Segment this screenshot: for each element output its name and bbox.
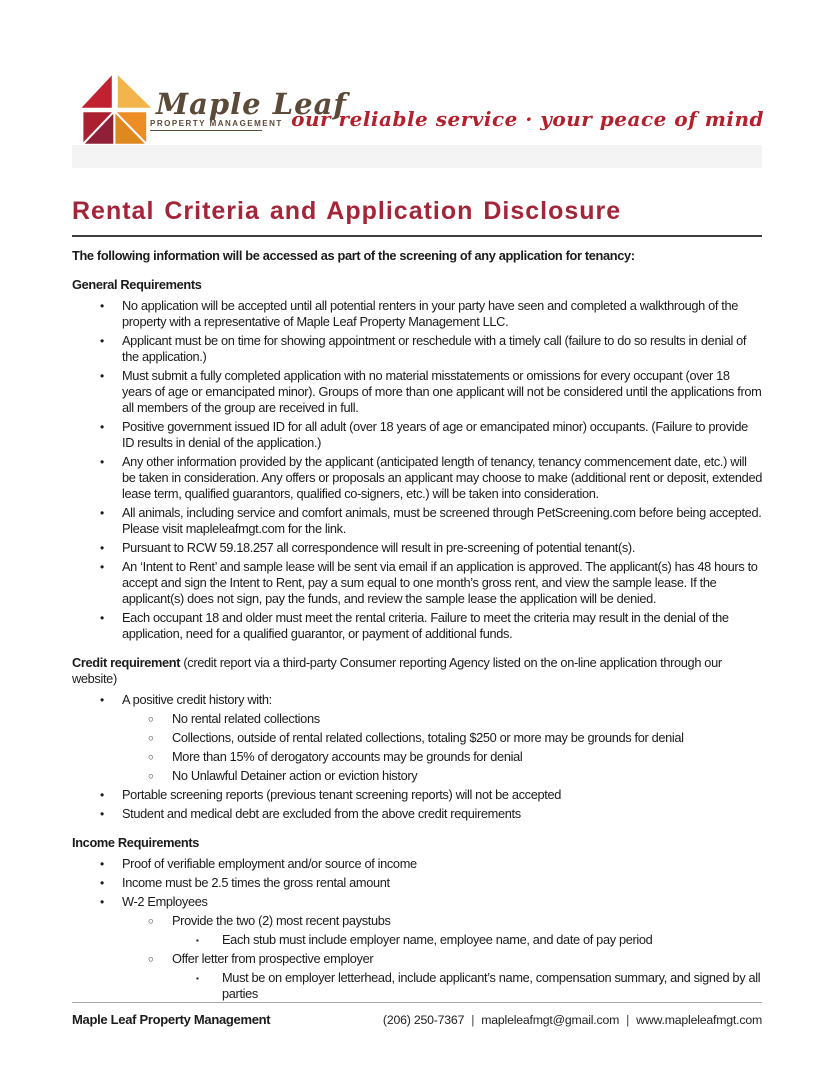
list-item-text: Positive government issued ID for all adult (over 18 years of age or emancipated minor) occupants. (Failure to provide ID results in denial of the application.) [122, 419, 748, 450]
document-content [72, 196, 762, 1005]
bullet-marker-icon: • [100, 334, 104, 348]
document-sections [72, 277, 762, 1002]
list-item-text: Portable screening reports (previous tenant screening reports) will not be accepted [122, 787, 561, 802]
bullet-marker-icon: ○ [148, 954, 154, 965]
bullet-marker-icon: • [100, 560, 104, 574]
section-heading-label: Income Requirements [72, 835, 200, 850]
bullet-marker-icon: • [100, 693, 104, 707]
bullet-marker-icon: • [100, 506, 104, 520]
list-item-text: Any other information provided by the applicant (anticipated length of tenancy, tenancy commencement date, etc.) will be taken in consideration. Any offers or proposals an applicant may choose to make (additional rent or deposit, extended lease term, qualified guarantors, qualified co-signers, etc.) will be taken into consideration. [122, 454, 762, 501]
section-heading [72, 835, 762, 851]
bullet-marker-icon: ○ [148, 714, 154, 725]
footer-separator: | [626, 1013, 630, 1027]
bullet-marker-icon: • [100, 857, 104, 871]
list-item [72, 692, 762, 708]
list-item [72, 368, 762, 416]
list-item-text: Provide the two (2) most recent paystubs [172, 913, 391, 928]
section-heading [72, 655, 762, 687]
list-item [72, 875, 762, 891]
brand-subtitle: PROPERTY MANAGEMENT [150, 119, 262, 131]
page-footer [72, 1002, 762, 1027]
list-item [72, 298, 762, 330]
list-item [72, 787, 762, 803]
list-item-text: Proof of verifiable employment and/or source of income [122, 856, 417, 871]
list-item [72, 610, 762, 642]
list-item-text: An ‘Intent to Rent’ and sample lease will be sent via email if an application is approved. The applicant(s) has 48 hours to accept and sign the Intent to Rent, pay a sum equal to one month’s gross rent, and view the sample lease. If the applicant(s) does not sign, pay the funds, and review the sample lease the application will be denied. [122, 559, 758, 606]
list-item [72, 749, 762, 765]
bullet-marker-icon: • [100, 455, 104, 469]
page-title: Rental Criteria and Application Disclosure [72, 197, 622, 225]
tagline: our reliable service · your peace of mind [291, 107, 764, 131]
bullet-marker-icon: ▪ [196, 974, 199, 983]
list-item [72, 768, 762, 784]
intro-line: The following information will be accessed as part of the screening of any application for tenancy: [72, 248, 635, 263]
title-rule [72, 235, 762, 237]
list-item [72, 932, 762, 948]
footer-separator: | [471, 1013, 475, 1027]
list-item-text: Income must be 2.5 times the gross rental amount [122, 875, 390, 890]
bullet-marker-icon: • [100, 541, 104, 555]
section [72, 277, 762, 642]
bullet-marker-icon: • [100, 788, 104, 802]
bullet-marker-icon: • [100, 807, 104, 821]
section [72, 835, 762, 1002]
list-item-text: Each stub must include employer name, employee name, and date of pay period [222, 932, 653, 947]
list-item-text: Each occupant 18 and older must meet the rental criteria. Failure to meet the criteria may result in the denial of the application, need for a qualified guarantor, or payment of additional funds. [122, 610, 729, 641]
maple-leaf-house-logo-icon [76, 69, 156, 147]
list-item [72, 951, 762, 967]
list-item-text: No application will be accepted until all potential renters in your party have seen and completed a walkthrough of the property with a representative of Maple Leaf Property Management LLC. [122, 298, 739, 329]
list-item [72, 730, 762, 746]
footer-phone: (206) 250-7367 [382, 1013, 465, 1027]
bullet-marker-icon: • [100, 895, 104, 909]
bullet-marker-icon: • [100, 876, 104, 890]
list-item [72, 540, 762, 556]
section-heading-label: Credit requirement [72, 655, 181, 670]
footer-website: www.mapleleafmgt.com [636, 1013, 762, 1027]
list-item [72, 913, 762, 929]
list-item-text: Offer letter from prospective employer [172, 951, 374, 966]
list-item-text: More than 15% of derogatory accounts may be grounds for denial [172, 749, 523, 764]
bullet-marker-icon: • [100, 611, 104, 625]
section-heading [72, 277, 762, 293]
bullet-marker-icon: ○ [148, 916, 154, 927]
section-heading-label: General Requirements [72, 277, 202, 292]
bullet-marker-icon: • [100, 420, 104, 434]
bullet-marker-icon: ○ [148, 733, 154, 744]
list-item-text: Applicant must be on time for showing appointment or reschedule with a timely call (failure to do so results in denial of the application.) [122, 333, 747, 364]
bullet-marker-icon: • [100, 299, 104, 313]
list-item-text: No rental related collections [172, 711, 320, 726]
list-item-text: No Unlawful Detainer action or eviction history [172, 768, 418, 783]
footer-contact [383, 1013, 762, 1027]
list-item [72, 419, 762, 451]
list-item [72, 711, 762, 727]
list-item-text: W-2 Employees [122, 894, 208, 909]
list-item [72, 970, 762, 1002]
list-item [72, 894, 762, 910]
logo-roof-right [117, 73, 154, 109]
list-item-text: Pursuant to RCW 59.18.257 all correspondence will result in pre-screening of potential tenant(s). [122, 540, 636, 555]
list-item [72, 454, 762, 502]
footer-company: Maple Leaf Property Management [72, 1012, 271, 1027]
bullet-marker-icon: • [100, 369, 104, 383]
list-item [72, 559, 762, 607]
section [72, 655, 762, 822]
list-item [72, 333, 762, 365]
list-item-text: Must submit a fully completed application with no material misstatements or omissions for every occupant (over 18 years of age or emancipated minor). Groups of more than one applicant will not be considered until the applications from all members of the group are received in full. [122, 368, 762, 415]
list-item-text: Collections, outside of rental related collections, totaling $250 or more may be grounds for denial [172, 730, 684, 745]
list-item-text: Student and medical debt are excluded from the above credit requirements [122, 806, 521, 821]
list-item [72, 806, 762, 822]
list-item-text: Must be on employer letterhead, include applicant’s name, compensation summary, and signed by all parties [222, 970, 761, 1001]
list-item-text: A positive credit history with: [122, 692, 272, 707]
list-item-text: All animals, including service and comfort animals, must be screened through PetScreening.com before being accepted. Please visit mapleleafmgt.com for the link. [122, 505, 762, 536]
footer-email: mapleleafmgt@gmail.com [481, 1013, 620, 1027]
list-item [72, 505, 762, 537]
section-heading-suffix: (credit report via a third-party Consumer reporting Agency listed on the on-line application through our website) [72, 655, 722, 686]
bullet-marker-icon: ○ [148, 771, 154, 782]
bullet-marker-icon: ▪ [196, 936, 199, 945]
logo-roof-left [79, 73, 113, 109]
header-divider-band [72, 145, 762, 168]
brand-name: Maple Leaf [156, 87, 347, 121]
list-item [72, 856, 762, 872]
bullet-marker-icon: ○ [148, 752, 154, 763]
